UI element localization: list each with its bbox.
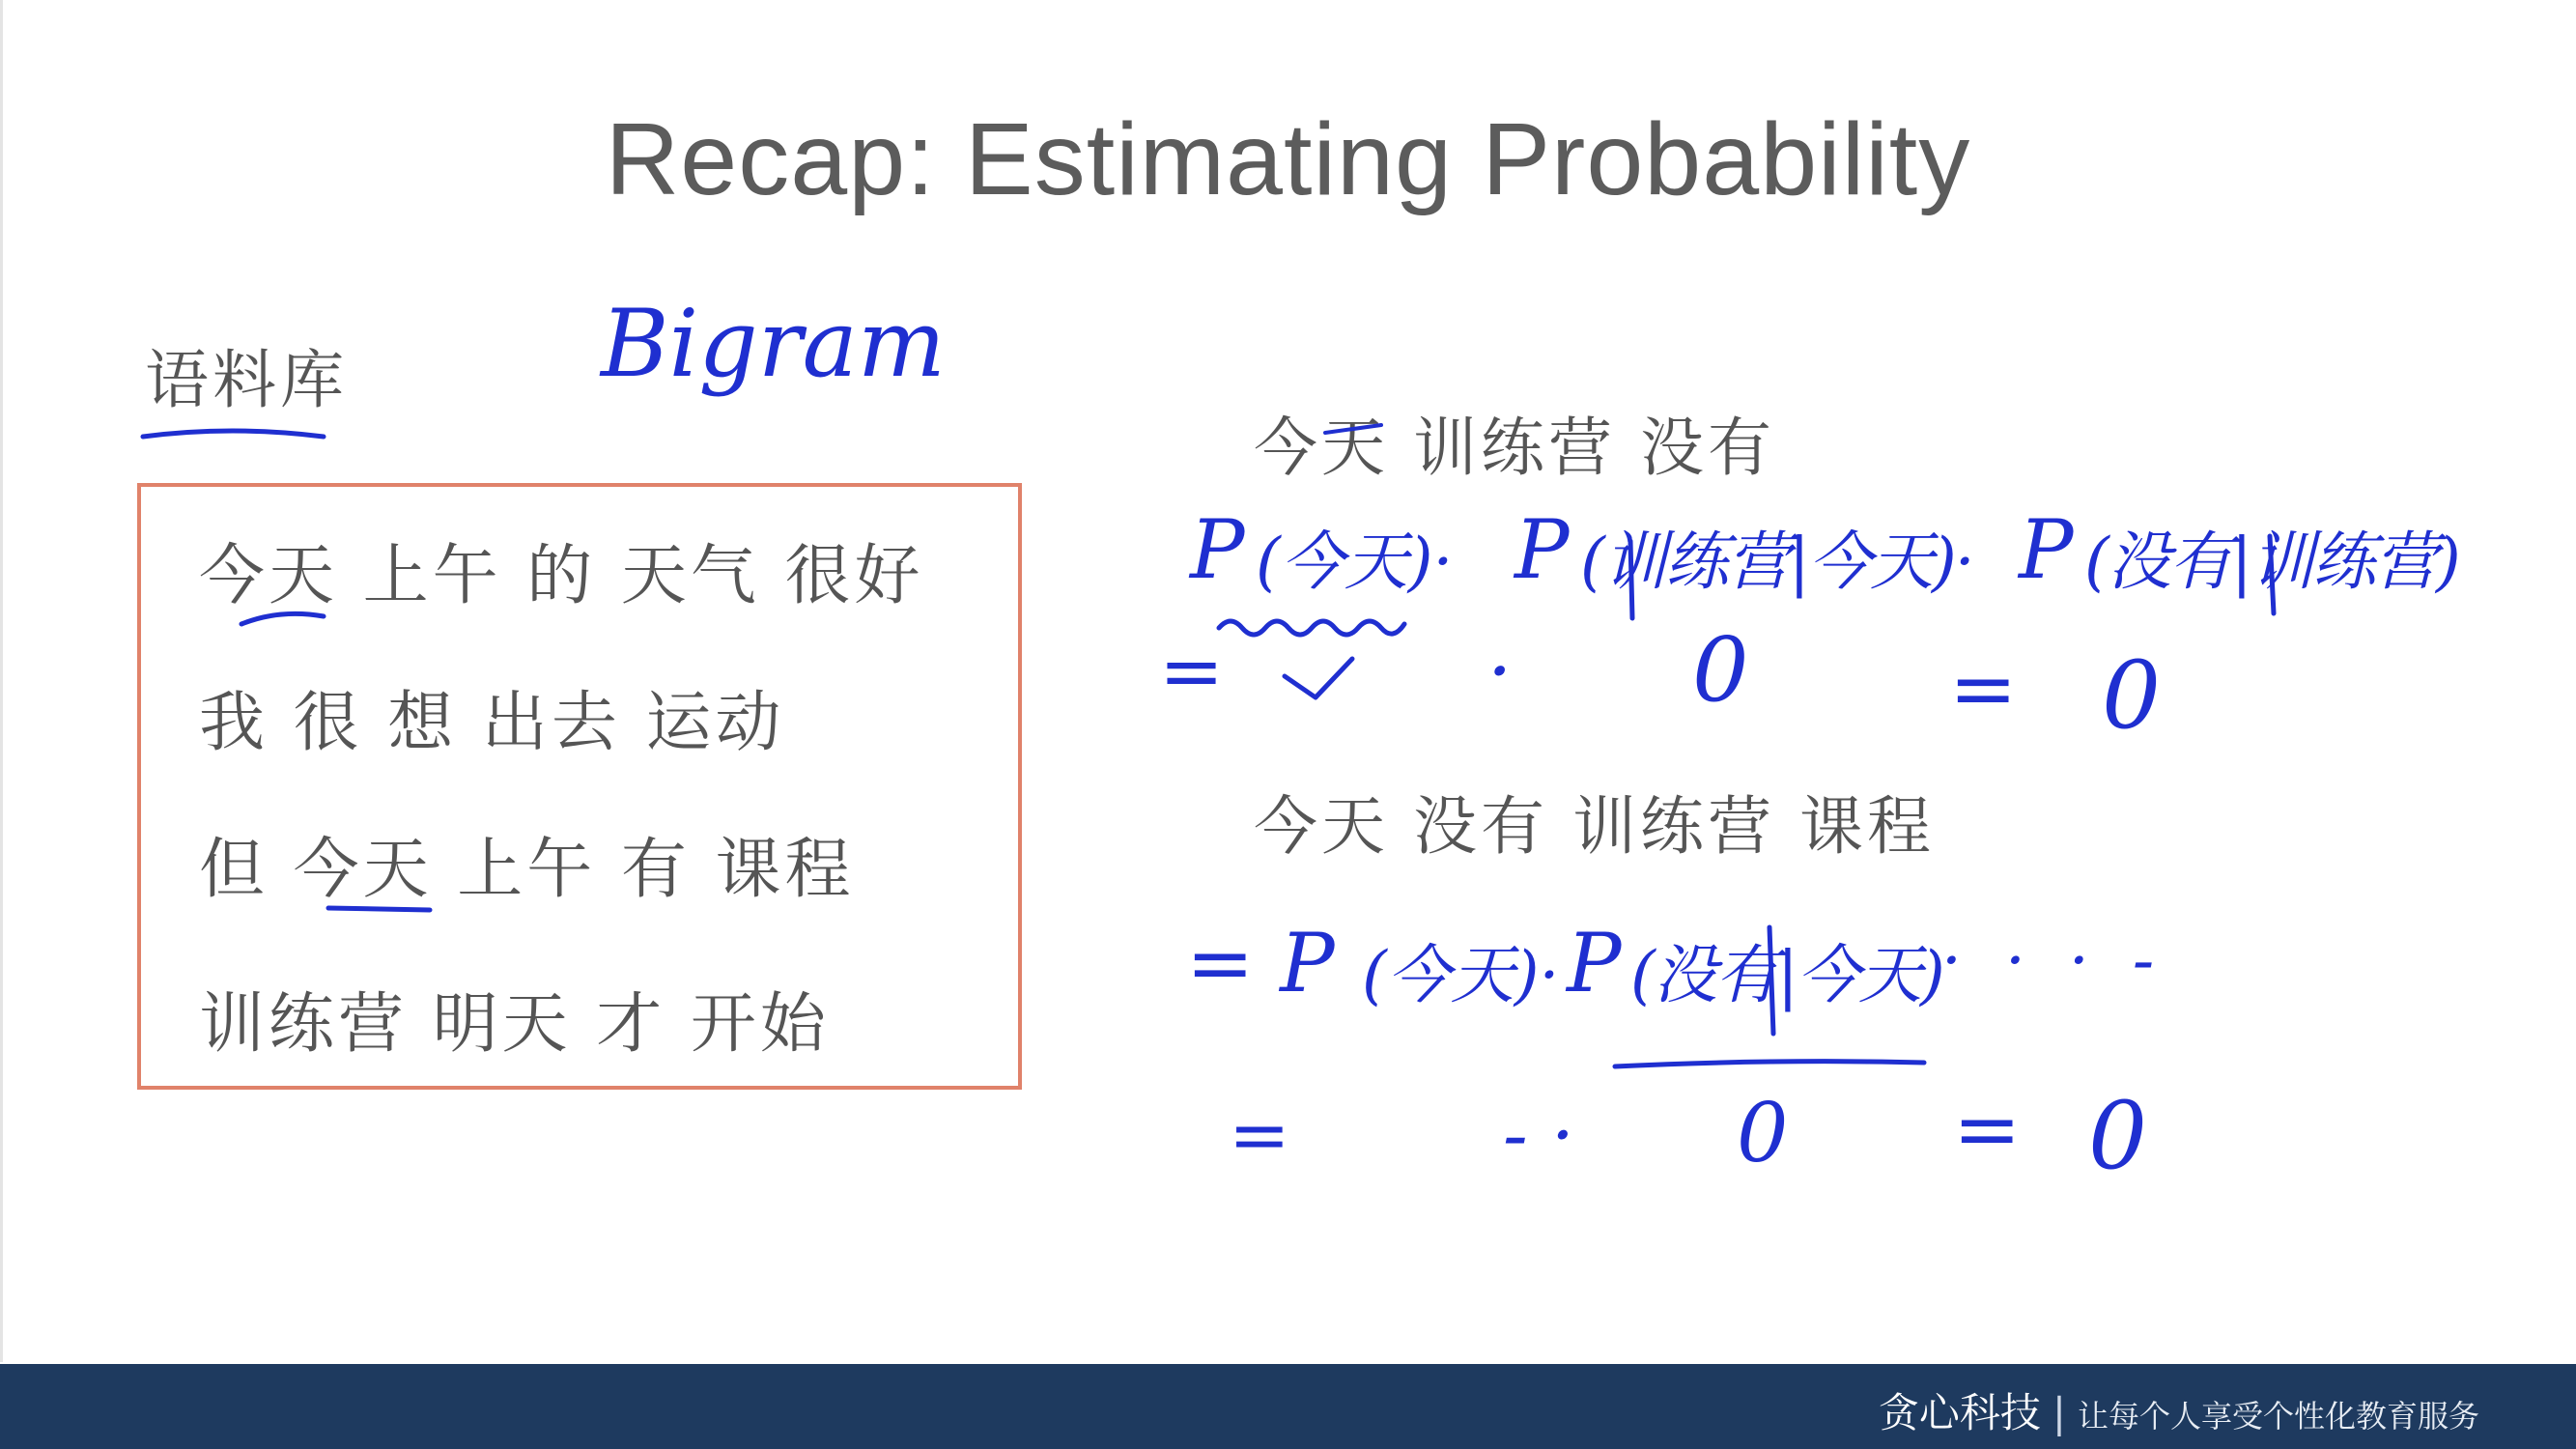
- corpus-underline-1: [241, 613, 324, 624]
- eq1-p2: P: [1514, 502, 1570, 597]
- eq1-result: 0: [2102, 641, 2162, 750]
- eq2-equals: =: [1229, 1092, 1290, 1178]
- corpus-label-underline: [143, 431, 324, 437]
- example-sentence-2: 今天 没有 训练营 课程: [1254, 789, 1935, 864]
- brand-name: 贪心科技: [1878, 1389, 2041, 1436]
- eq2-result: 0: [2088, 1082, 2148, 1190]
- bigram-note: Bigram: [601, 290, 946, 398]
- corpus-line-2: 我 很 想 出去 运动: [199, 685, 785, 761]
- eq2-ellipsis: · · · -: [1941, 923, 2166, 998]
- footer-bar: [0, 1364, 2576, 1449]
- eq2-underline: [1615, 1062, 1924, 1066]
- eq1-arg1: (今天)·: [1256, 525, 1454, 599]
- eq2-zero: 0: [1737, 1086, 1789, 1180]
- sentence1-strike: [1325, 425, 1381, 433]
- eq2-equals-2: =: [1953, 1082, 2022, 1177]
- footer-brand: [1879, 1381, 2479, 1439]
- slide-title: Recap: Estimating Probability: [605, 102, 1971, 216]
- eq2-arg2: (没有|今天): [1630, 938, 1943, 1012]
- eq1-p3: P: [2019, 502, 2074, 597]
- eq1-wavy-underline: [1219, 621, 1404, 635]
- corpus-line-1: 今天 上午 的 天气 很好: [199, 538, 924, 614]
- eq1-dot: ·: [1487, 626, 1513, 716]
- brand-slogan: 让每个人享受个性化教育服务: [2077, 1398, 2479, 1435]
- corpus-label: 语料库: [145, 343, 348, 417]
- corpus-line-3: 但 今天 上午 有 课程: [199, 832, 855, 908]
- brand-separator: |: [2052, 1389, 2066, 1436]
- eq1-equals: =: [1159, 626, 1225, 716]
- corpus-underline-3: [328, 908, 430, 910]
- eq1-zero: 0: [1692, 618, 1749, 722]
- eq1-p1: P: [1190, 502, 1245, 597]
- eq2-p1: = P: [1186, 916, 1335, 1010]
- example-sentence-1: 今天 训练营 没有: [1254, 411, 1775, 485]
- check-mark: [1285, 659, 1352, 697]
- eq1-arg3: (没有|训练营): [2084, 525, 2459, 599]
- eq1-equals-2: =: [1949, 641, 2018, 736]
- eq2-arg1: (今天)·: [1362, 938, 1560, 1012]
- eq1-arg2: (训练营|今天)·: [1580, 525, 1973, 599]
- eq2-p2: P: [1567, 916, 1622, 1010]
- eq2-dots: - ·: [1503, 1092, 1574, 1178]
- corpus-line-4: 训练营 明天 才 开始: [199, 986, 830, 1063]
